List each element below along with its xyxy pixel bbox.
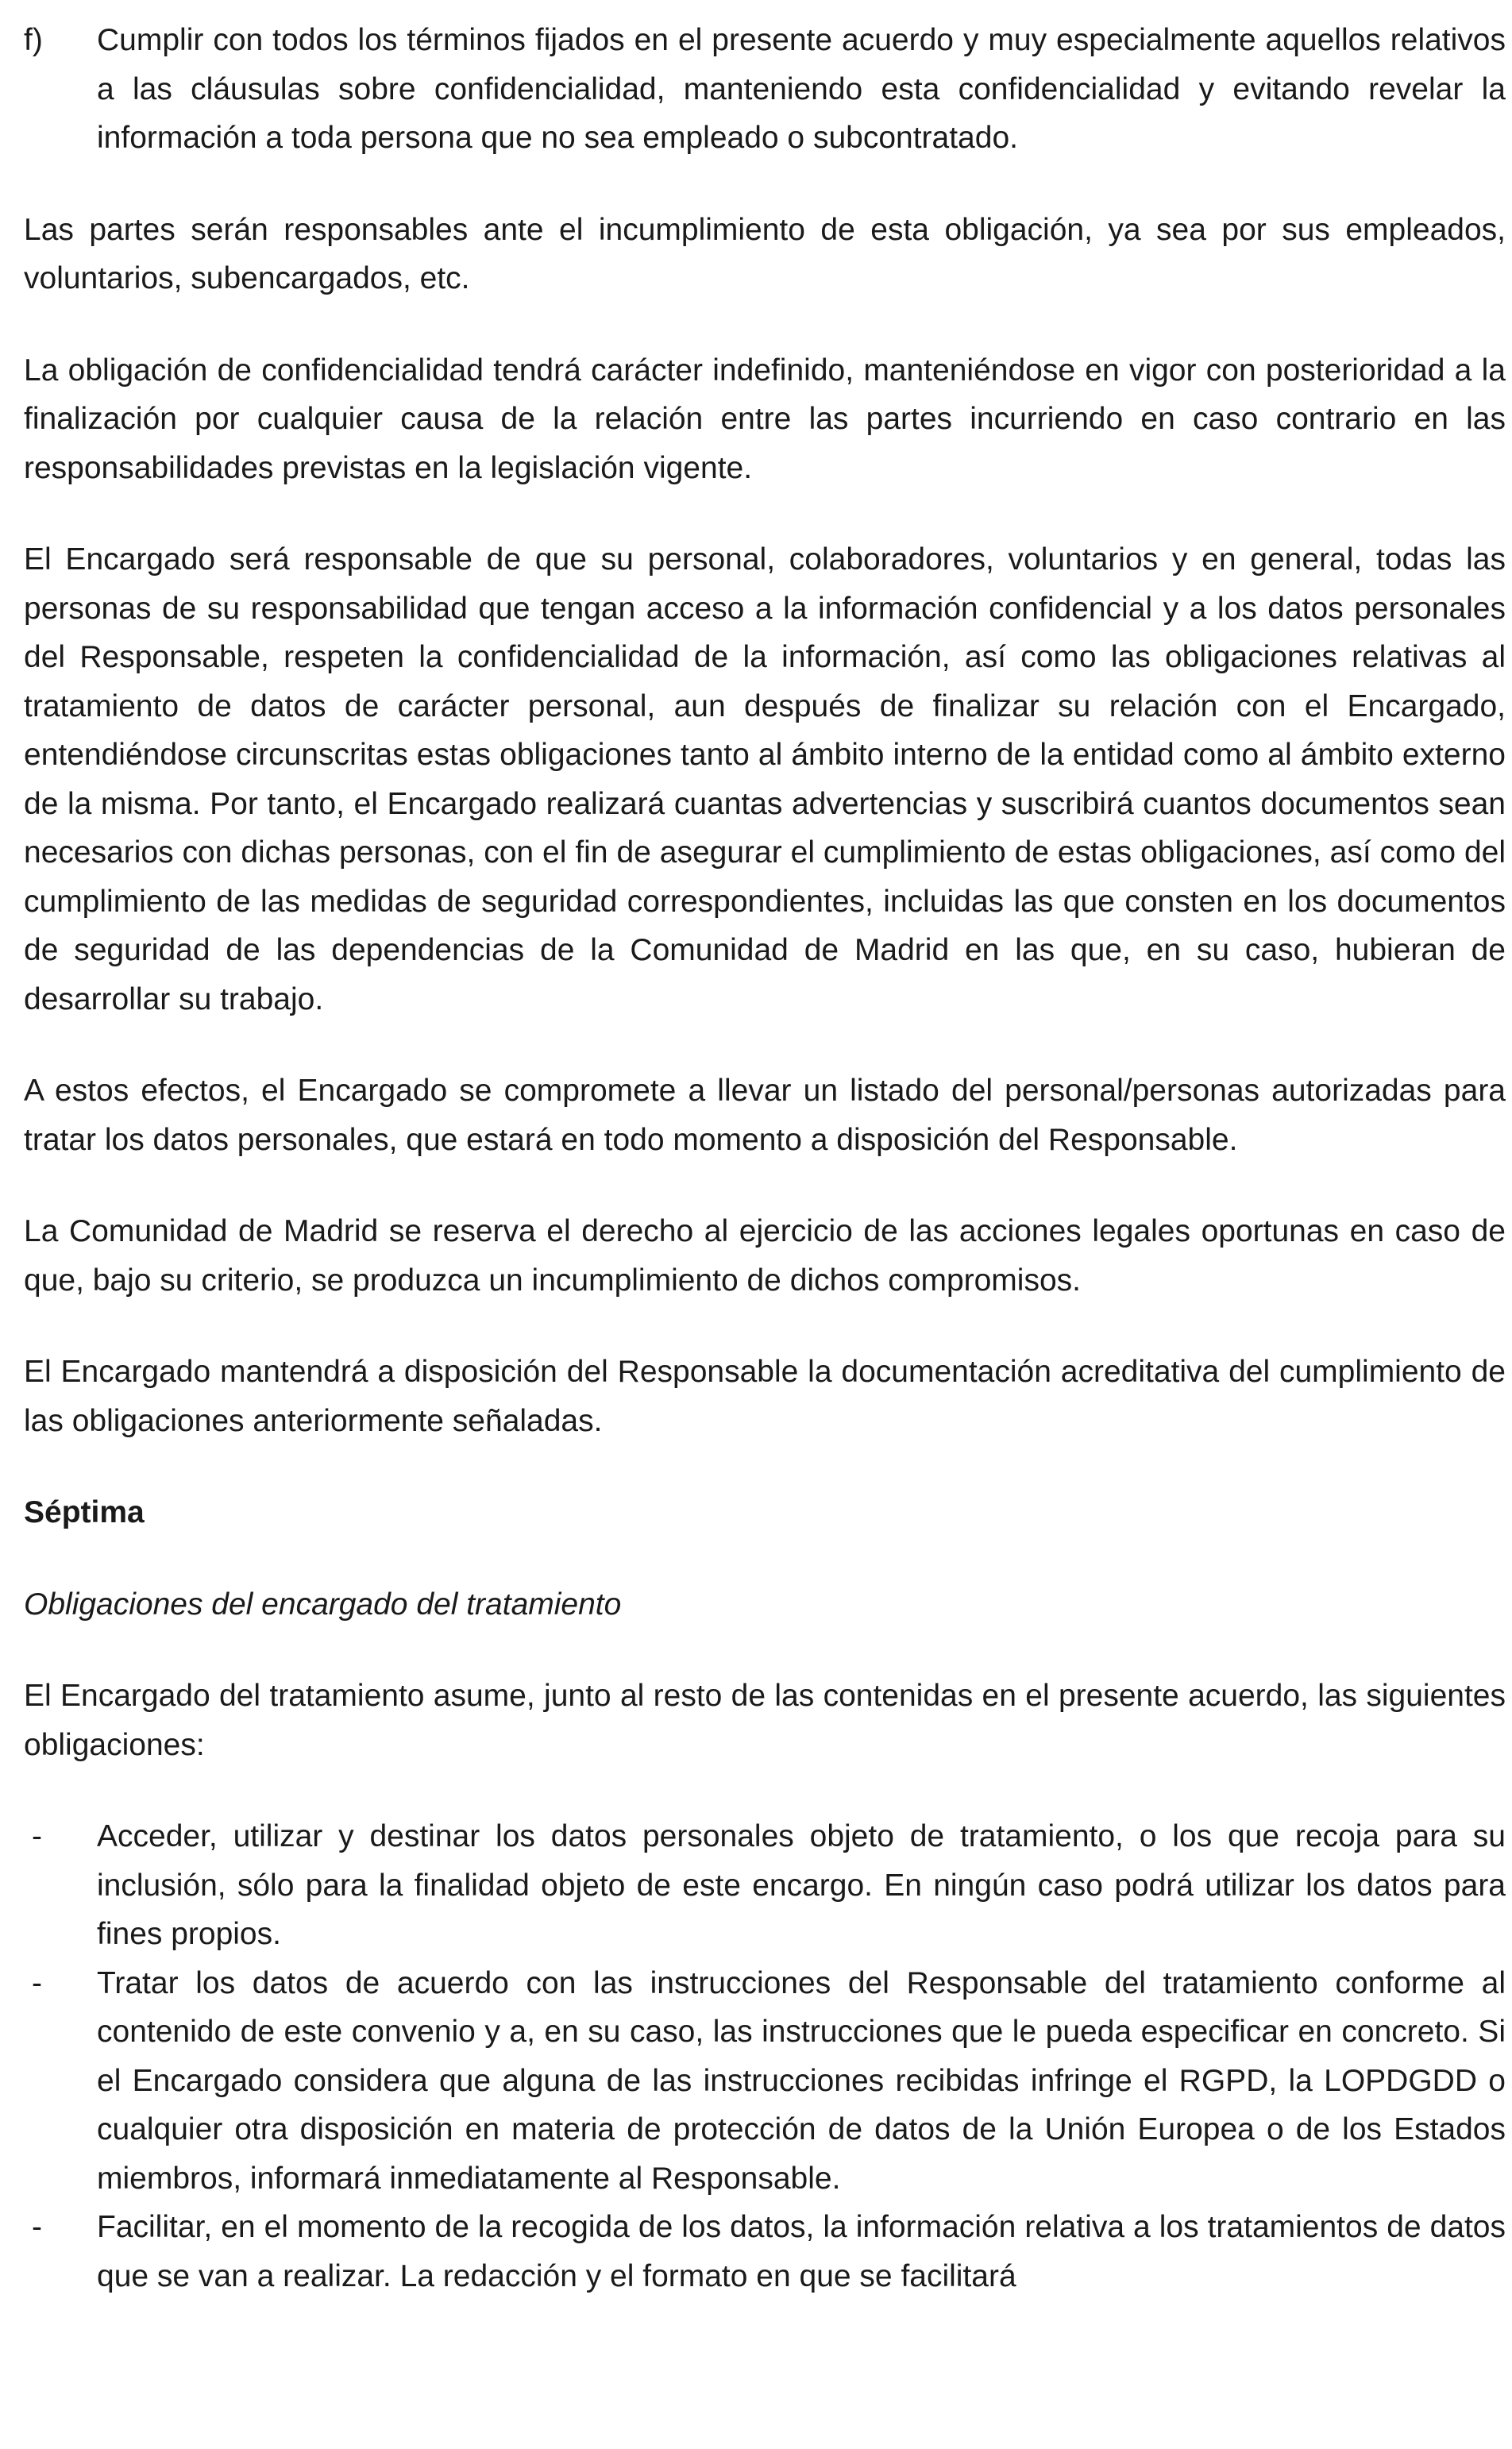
paragraph-encargado-responsable-personal: El Encargado será responsable de que su personal, colaboradores, voluntarios y en general, todas las personas de su responsabilidad que tengan acceso a la información confidencial y a los datos personales del Responsable, respeten la confidencialidad de la información, así como las obligaciones relativas al tratamiento de datos de carácter personal, aun después de finalizar su relación con el Encargado, entendiéndose circunscritas estas obligaciones tanto al ámbito interno de la entidad como al ámbito externo de la misma. Por tanto, el Encargado realizará cuantas advertencias y suscribirá cuantos documentos sean necesarios con dichas personas, con el fin de asegurar el cumplimiento de estas obligaciones, así como del cumplimiento de las medidas de seguridad correspondientes, incluidas las que consten en los documentos de seguridad de las dependencias de la Comunidad de Madrid en las que, en su caso, hubieran de desarrollar su trabajo. — [24, 542, 1506, 1016]
list-item-text: Acceder, utilizar y destinar los datos personales objeto de tratamiento, o los que recoja para su inclusión, sólo para la finalidad objeto de este encargo. En ningún caso podrá utilizar los datos para fines propios. — [97, 1819, 1506, 1951]
document-page — [24, 16, 1506, 2301]
list-item-f — [24, 16, 1506, 163]
list-item-text: Cumplir con todos los términos fijados en el presente acuerdo y muy especialmente aquellos relativos a las cláusulas sobre confidencialidad, manteniendo esta confidencialidad y evitando revelar la información a toda persona que no sea empleado o subcontratado. — [97, 23, 1506, 155]
list-item — [24, 1959, 1506, 2204]
paragraph-listado-personal: A estos efectos, el Encargado se compromete a llevar un listado del personal/personas autorizadas para tratar los datos personales, que estará en todo momento a disposición del Responsable. — [24, 1074, 1506, 1157]
bullet-dash: - — [32, 1819, 42, 1853]
bullet-dash: - — [32, 1965, 42, 2000]
paragraph-confidencialidad-indefinida: La obligación de confidencialidad tendrá carácter indefinido, manteniéndose en vigor con posterioridad a la finalización por cualquier causa de la relación entre las partes incurriendo en caso contrario en las responsabilidades previstas en la legislación vigente. — [24, 353, 1506, 485]
list-item-text: Facilitar, en el momento de la recogida de los datos, la información relativa a los tratamientos de datos que se van a realizar. La redacción y el formato en que se facilitará — [97, 2210, 1506, 2293]
paragraph-responsables: Las partes serán responsables ante el incumplimiento de esta obligación, ya sea por sus empleados, voluntarios, subencargados, etc. — [24, 212, 1506, 295]
section-intro: El Encargado del tratamiento asume, junto al resto de las contenidas en el presente acuerdo, las siguientes obligaciones: — [24, 1679, 1506, 1762]
section-subheading: Obligaciones del encargado del tratamiento — [24, 1587, 622, 1622]
bullet-dash: - — [32, 2210, 42, 2244]
list-item-text: Tratar los datos de acuerdo con las instrucciones del Responsable del tratamiento conforme al contenido de este convenio y a, en su caso, las instrucciones que le pueda especificar en concreto. Si el Encargado considera que alguna de las instrucciones recibidas infringe el RGPD, la LOPDGDD o cualquier otra disposición en materia de protección de datos de la Unión Europea o de los Estados miembros, informará inmediatamente al Responsable. — [97, 1965, 1506, 2196]
list-marker: f) — [24, 23, 43, 57]
section-heading: Séptima — [24, 1495, 145, 1529]
paragraph-documentacion-acreditativa: El Encargado mantendrá a disposición del Responsable la documentación acreditativa del cumplimiento de las obligaciones anteriormente señaladas. — [24, 1355, 1506, 1438]
obligations-list — [24, 1812, 1506, 2301]
paragraph-acciones-legales: La Comunidad de Madrid se reserva el derecho al ejercicio de las acciones legales oportunas en caso de que, bajo su criterio, se produzca un incumplimiento de dichos compromisos. — [24, 1214, 1506, 1298]
list-item — [24, 2203, 1506, 2301]
list-item — [24, 1812, 1506, 1959]
